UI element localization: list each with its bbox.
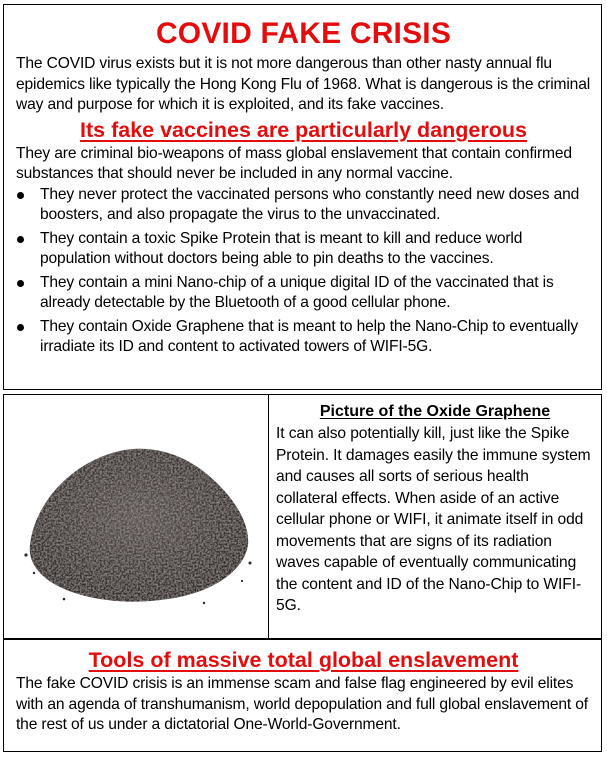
- graphene-paragraph: It can also potentially kill, just like the Spike Protein. It damages easily the immune system and causes all sorts of serious health collateral effects. When aside of an active cellular phone or WIFI, it animate itself in odd movements that are signs of its radiation waves capable of eventually communicating the content and ID of the Nano-Chip to WIFI-5G.: [276, 425, 591, 614]
- list-item: [16, 317, 591, 358]
- bullet-icon: [17, 324, 24, 331]
- bullet-text: They never protect the vaccinated persons who constantly need new doses and boosters, and also propagate the virus to the unvaccinated.: [40, 185, 580, 223]
- list-item: [16, 229, 591, 270]
- intro-paragraph: The COVID virus exists but it is not more dangerous than other nasty annual flu epidemics like typically the Hong Kong Flu of 1968. What is dangerous is the criminal way and purpose for which it is exploited, and its fake vaccines.: [16, 55, 591, 113]
- graphene-heading: Picture of the Oxide Graphene: [319, 403, 551, 420]
- graphene-pile-image: [4, 395, 268, 638]
- vaccines-lead-paragraph: They are criminal bio-weapons of mass global enslavement that contain confirmed substances that should never be included in any normal vaccine.: [16, 144, 572, 182]
- bullet-text: They contain Oxide Graphene that is meant to help the Nano-Chip to eventually irradiate its ID and content to activated towers of WIFI-5G.: [40, 317, 579, 355]
- bullet-icon: [17, 236, 24, 243]
- enslavement-heading: Tools of massive total global enslavement: [88, 648, 519, 672]
- graphene-text-cell: [276, 401, 594, 617]
- bottom-section: [3, 639, 602, 752]
- bullet-text: They contain a mini Nano-chip of a unique digital ID of the vaccinated that is already detectable by the Bluetooth of a good cellular phone.: [40, 273, 554, 311]
- page-title: COVID FAKE CRISIS: [155, 17, 452, 50]
- list-item: [16, 185, 591, 226]
- vaccines-bullet-list: [16, 185, 591, 358]
- graphene-section: [3, 394, 602, 639]
- list-item: [16, 273, 591, 314]
- bullet-icon: [17, 192, 24, 199]
- top-section: [3, 4, 602, 390]
- bullet-icon: [17, 280, 24, 287]
- enslavement-paragraph: The fake COVID crisis is an immense scam and false flag engineered by evil elites with an agenda of transhumanism, world depopulation and full global enslavement of the rest of us under a dictatorial One-World-Government.: [16, 675, 588, 733]
- graphene-picture-cell: [4, 395, 269, 638]
- vaccines-heading: Its fake vaccines are particularly dangerous: [80, 117, 527, 142]
- bullet-text: They contain a toxic Spike Protein that is meant to kill and reduce world population without doctors being able to pin deaths to the vaccines.: [40, 229, 523, 267]
